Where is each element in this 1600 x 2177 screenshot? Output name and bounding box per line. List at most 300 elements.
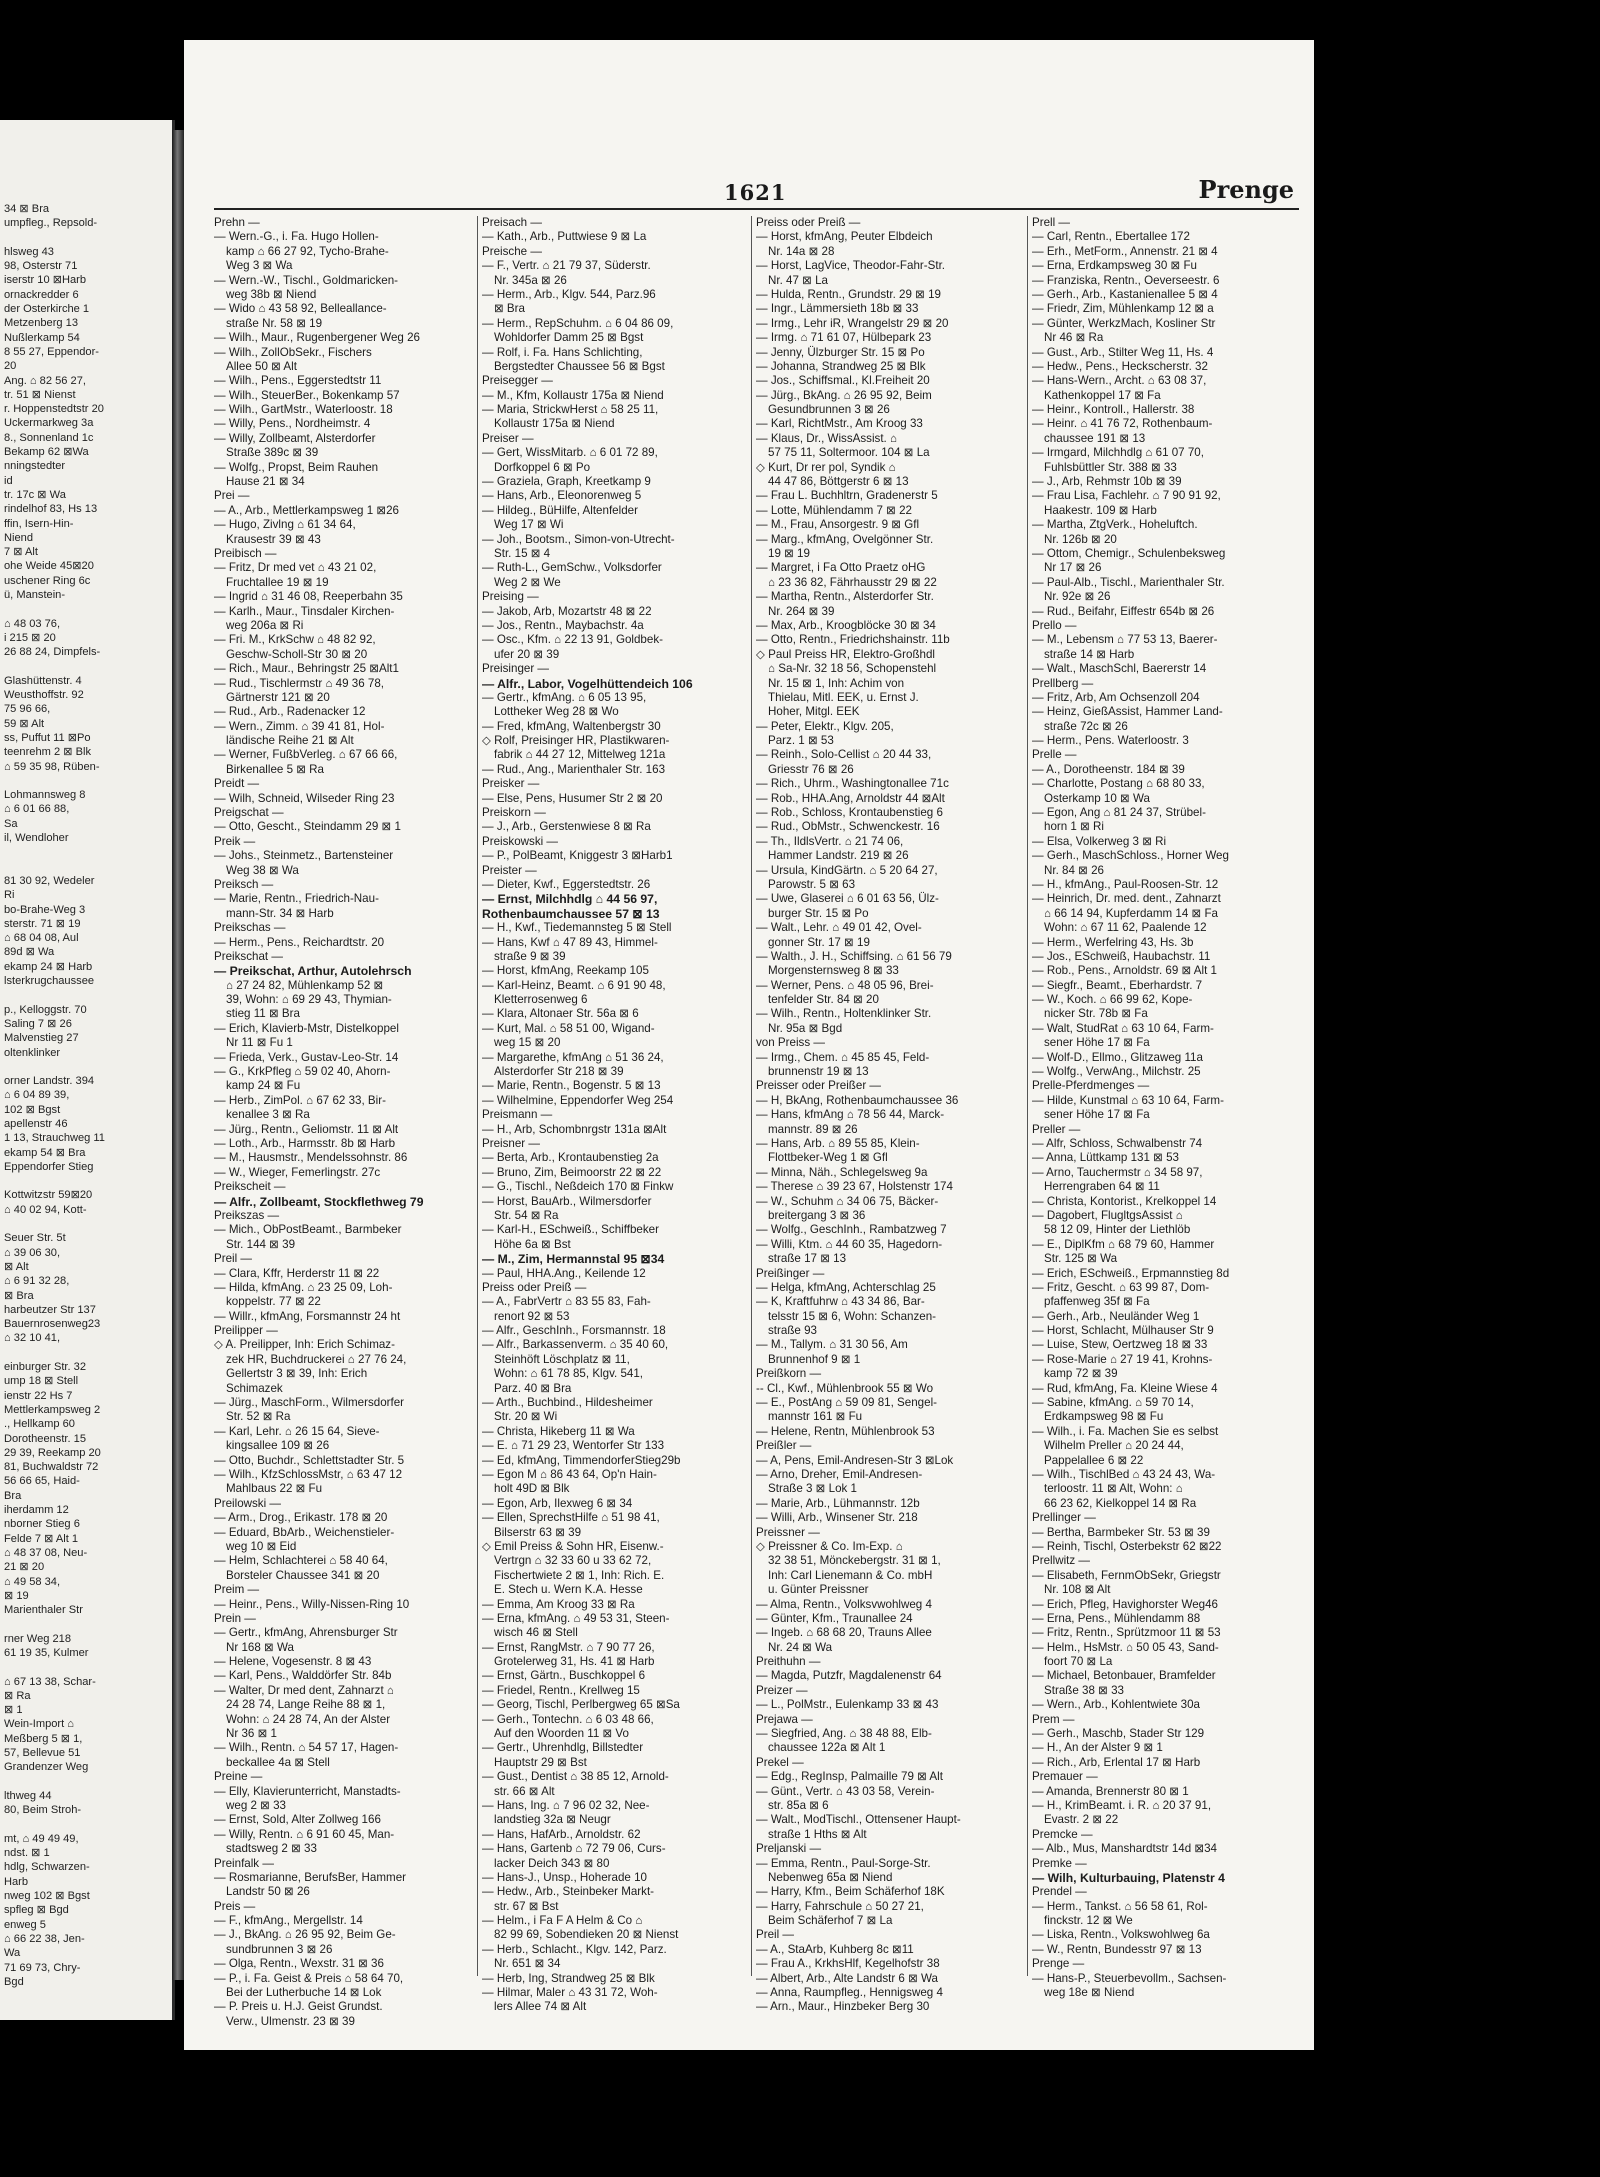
previous-page-line: 75 96 66,: [4, 703, 51, 716]
directory-entry: — Herm., Tankst. ⌂ 56 58 61, Rol-: [1032, 1899, 1208, 1913]
column-divider: [477, 216, 478, 1976]
directory-entry: — Horst, Schlacht, Mülhauser Str 9: [1032, 1324, 1214, 1338]
directory-entry: — Alfr., Barkassenverm. ⌂ 35 40 60,: [482, 1338, 669, 1352]
previous-page-line: [4, 845, 172, 859]
directory-entry: — Erna, kfmAng. ⌂ 49 53 31, Steen-: [482, 1611, 670, 1625]
previous-page-line: 8., Sonnenland 1c: [4, 431, 94, 444]
directory-entry: — G., KrkPfleg ⌂ 59 02 40, Ahorn-: [214, 1065, 391, 1079]
directory-entry: — Anna, Lüttkamp 131 ⊠ 53: [1032, 1151, 1179, 1165]
directory-entry: — Frieda, Verk., Gustav-Leo-Str. 14: [214, 1050, 399, 1064]
directory-entry: — Walth., J. H., Schiffsing. ⌂ 61 56 79: [756, 949, 952, 963]
directory-entry: Wohn: ⌂ 61 78 85, Klgv. 541,: [494, 1367, 644, 1381]
directory-entry: — Eduard, BbArb., Weichenstieler-: [214, 1525, 395, 1539]
directory-entry: — Horst, kfmAng, Reekamp 105: [482, 964, 649, 978]
previous-page-line: ⌂ 68 04 08, Aul: [4, 932, 79, 945]
directory-entry: — Wilh., Pens., Eggerstedtstr 11: [214, 374, 382, 388]
running-head: Prenge: [1198, 175, 1294, 204]
previous-page-line: hlsweg 43: [4, 245, 54, 258]
directory-entry: ufer 20 ⊠ 39: [494, 647, 560, 661]
directory-entry: — H., An der Alster 9 ⊠ 1: [1032, 1741, 1163, 1755]
directory-entry: — E., PostAng ⌂ 59 09 81, Sengel-: [756, 1396, 938, 1410]
directory-entry: — Ernst, Milchhdlg ⌂ 44 56 97,: [482, 892, 658, 907]
directory-entry: — Gert, WissMitarb. ⌂ 6 01 72 89,: [482, 446, 658, 460]
directory-entry: — Hildeg., BüHilfe, Altenfelder: [482, 503, 638, 517]
directory-entry: — Ingeb. ⌂ 68 68 20, Trauns Allee: [756, 1626, 932, 1640]
surname-heading: Preizer —: [756, 1683, 808, 1697]
directory-entry: Weg 17 ⊠ Wi: [494, 518, 564, 532]
previous-page-line: 29 39, Reekamp 20: [4, 1446, 101, 1459]
previous-page-line: [4, 602, 172, 616]
directory-entry: — P., PolBeamt, Kniggestr 3 ⊠Harb1: [482, 849, 673, 863]
directory-entry: — Karlh., Maur., Tinsdaler Kirchen-: [214, 604, 395, 618]
directory-entry: — J., Arb., Gerstenwiese 8 ⊠ Ra: [482, 820, 651, 834]
previous-page-line: tr. 51 ⊠ Nienst: [4, 388, 76, 401]
directory-entry: — Rosmarianne, BerufsBer, Hammer: [214, 1870, 407, 1884]
directory-entry: — M., Hausmstr., Mendelssohnstr. 86: [214, 1151, 408, 1165]
previous-page-line: ⊠ Bra: [4, 1289, 34, 1302]
directory-entry: sener Höhe 17 ⊠ Fa: [1044, 1108, 1150, 1122]
directory-entry: Hammer Landstr. 219 ⊠ 26: [768, 849, 909, 863]
surname-heading: Preisegger —: [482, 374, 553, 388]
previous-page-line: Seuer Str. 5t: [4, 1232, 66, 1245]
directory-entry: — Willy, Zollbeamt, Alsterdorfer: [214, 431, 376, 445]
directory-entry: — Fritz, Arb, Am Ochsenzoll 204: [1032, 690, 1200, 704]
directory-entry: — Christa, Hikeberg 11 ⊠ Wa: [482, 1424, 635, 1438]
directory-entry: Weg 3 ⊠ Wa: [226, 259, 293, 273]
directory-entry: — J., BkAng. ⌂ 26 95 92, Beim Ge-: [214, 1928, 396, 1942]
directory-entry: ◇ Kurt, Dr rer pol, Syndik ⌂: [756, 460, 896, 474]
previous-page-line: [4, 1617, 172, 1631]
directory-entry: straße 17 ⊠ 13: [768, 1252, 847, 1266]
directory-entry: — Hans, Gartenb ⌂ 72 79 06, Curs-: [482, 1842, 666, 1856]
directory-entry: renort 92 ⊠ 53: [494, 1309, 570, 1323]
surname-heading: Preim —: [214, 1583, 260, 1597]
previous-page-line: 98, Osterstr 71: [4, 260, 78, 273]
surname-heading: Preljanski —: [756, 1842, 822, 1856]
directory-entry: — P., i. Fa. Geist & Preis ⌂ 58 64 70,: [214, 1971, 404, 1985]
directory-entry: Fruchtallee 19 ⊠ 19: [226, 575, 329, 589]
previous-page-line: umpfleg., Repsold-: [4, 217, 98, 230]
directory-entry: — Wilh., Rentn. ⌂ 54 57 17, Hagen-: [214, 1741, 399, 1755]
directory-entry: Verw., Ulmenstr. 23 ⊠ 39: [226, 2014, 355, 2028]
surname-heading: Preithuhn —: [756, 1655, 821, 1669]
previous-page-line: hdlg, Schwarzen-: [4, 1861, 90, 1874]
previous-page-line: nningstedter: [4, 460, 66, 473]
directory-entry: kamp 72 ⊠ 39: [1044, 1367, 1118, 1381]
directory-entry: -- Cl., Kwf., Mühlenbrook 55 ⊠ Wo: [756, 1381, 934, 1395]
directory-entry: — Emma, Rentn., Paul-Sorge-Str.: [756, 1856, 931, 1870]
directory-entry: chaussee 122a ⊠ Alt 1: [768, 1741, 886, 1755]
previous-page-line: Dorotheenstr. 15: [4, 1432, 87, 1445]
directory-entry: Landstr 50 ⊠ 26: [226, 1885, 310, 1899]
directory-entry: — Alb., Mus, Manshardtstr 14d ⊠34: [1032, 1842, 1217, 1856]
directory-entry: Wohn: ⌂ 24 28 74, An der Alster: [226, 1712, 391, 1726]
directory-entry: — Maria, StrickwHerst ⌂ 58 25 11,: [482, 403, 659, 417]
previous-page-line: 81, Buchwaldstr 72: [4, 1461, 99, 1474]
directory-entry: lers Allee 74 ⊠ Alt: [494, 2000, 587, 2014]
directory-entry: Schimazek: [226, 1381, 283, 1395]
directory-entry: — Edg., RegInsp, Palmaille 79 ⊠ Alt: [756, 1770, 943, 1784]
directory-entry: E. Stech u. Wern K.A. Hesse: [494, 1583, 643, 1597]
surname-heading: Preinfalk —: [214, 1856, 274, 1870]
directory-entry: — Herb., ZimPol. ⌂ 67 62 33, Bir-: [214, 1093, 386, 1107]
previous-page-line: Nußlerkamp 54: [4, 331, 80, 344]
surname-heading: Preiss oder Preiß —: [482, 1280, 587, 1294]
directory-entry: — Wido ⌂ 43 58 92, Belleallance-: [214, 302, 387, 316]
directory-entry: — W., Koch. ⌂ 66 99 62, Kope-: [1032, 993, 1193, 1007]
previous-page-line: Niend: [4, 531, 33, 544]
directory-entry: — Irmg., Lehr iR, Wrangelstr 29 ⊠ 20: [756, 316, 949, 330]
directory-entry: — Sabine, kfmAng. ⌂ 59 70 14,: [1032, 1396, 1194, 1410]
directory-entry: — Olga, Rentn., Wexstr. 31 ⊠ 36: [214, 1957, 384, 1971]
directory-entry: — Karl, Pens., Walddörfer Str. 84b: [214, 1669, 392, 1683]
surname-heading: Preiskowski —: [482, 834, 559, 848]
previous-page-line: ndst. ⊠ 1: [4, 1847, 50, 1860]
previous-page-line: ⌂ 39 06 30,: [4, 1246, 61, 1259]
directory-entry: ländische Reihe 21 ⊠ Alt: [226, 734, 354, 748]
surname-heading: Premcke —: [1032, 1827, 1093, 1841]
directory-entry: — Gertr., kfmAng, Ahrensburger Str: [214, 1626, 398, 1640]
previous-page-line: ⌂ 67 13 38, Schar-: [4, 1675, 96, 1688]
directory-entry: weg 10 ⊠ Eid: [226, 1539, 297, 1553]
directory-entry: 39, Wohn: ⌂ 69 29 43, Thymian-: [226, 993, 392, 1007]
directory-entry: — Clara, Kffr, Herderstr 11 ⊠ 22: [214, 1266, 380, 1280]
directory-entry: — Wolfg., VerwAng., Milchstr. 25: [1032, 1065, 1201, 1079]
directory-entry: chaussee 191 ⊠ 13: [1044, 431, 1146, 445]
directory-entry: — M., Tallym. ⌂ 31 30 56, Am: [756, 1338, 908, 1352]
directory-entry: — Rich., Uhrm., Washingtonallee 71c: [756, 777, 949, 791]
directory-entry: straße 1 Hths ⊠ Alt: [768, 1827, 867, 1841]
directory-entry: — Wern., Zimm. ⌂ 39 41 81, Hol-: [214, 719, 385, 733]
previous-page-line: Meßberg 5 ⊠ 1,: [4, 1732, 83, 1745]
directory-entry: — Karl, Lehr. ⌂ 26 15 64, Sieve-: [214, 1424, 380, 1438]
directory-entry: — L., PolMstr., Eulenkamp 33 ⊠ 43: [756, 1698, 939, 1712]
directory-entry: — Magda, Putzfr, Magdalenenstr 64: [756, 1669, 942, 1683]
directory-entry: Str. 52 ⊠ Ra: [226, 1410, 291, 1424]
directory-entry: 66 23 62, Kielkoppel 14 ⊠ Ra: [1044, 1496, 1197, 1510]
previous-page-line: der Osterkirche 1: [4, 303, 90, 316]
directory-entry: — Helm., i Fa F A Helm & Co ⌂: [482, 1914, 643, 1928]
surname-heading: Prellwitz —: [1032, 1554, 1090, 1568]
directory-entry: — Herm., Pens., Reichardtstr. 20: [214, 935, 385, 949]
previous-page-line: Felde 7 ⊠ Alt 1: [4, 1532, 79, 1545]
previous-page-line: 34 ⊠ Bra: [4, 203, 50, 215]
directory-entry: Allee 50 ⊠ Alt: [226, 359, 297, 373]
directory-entry: mann-Str. 34 ⊠ Harb: [226, 906, 334, 920]
previous-page-line: Wa: [4, 1947, 21, 1960]
directory-entry: — Preikschat, Arthur, Autolehrsch: [214, 964, 412, 979]
surname-heading: Preisner —: [482, 1137, 540, 1150]
directory-entry: Griesstr 76 ⊠ 26: [768, 762, 854, 776]
directory-entry: — Bruno, Zim, Beimoorstr 22 ⊠ 22: [482, 1165, 662, 1179]
previous-page-line: r. Hoppenstedtstr 20: [4, 403, 104, 416]
directory-entry: weg 206a ⊠ Ri: [226, 618, 304, 632]
previous-page-line: Bgd: [4, 1975, 24, 1988]
surname-heading: Preising —: [482, 590, 539, 604]
directory-entry: — Alfr., GeschInh., Forsmannstr. 18: [482, 1324, 666, 1338]
directory-entry: — W., Rentn, Bundesstr 97 ⊠ 13: [1032, 1942, 1202, 1956]
previous-page-line: Grandenzer Weg: [4, 1761, 89, 1774]
surname-heading: Preiksch —: [214, 877, 274, 891]
directory-entry: — Karl, RichtMstr., Am Kroog 33: [756, 417, 923, 431]
directory-entry: Flottbeker-Weg 1 ⊠ Gfl: [768, 1151, 888, 1165]
directory-entry: Lottheker Weg 28 ⊠ Wo: [494, 705, 619, 719]
directory-entry: — M., Kfm, Kollaustr 175a ⊠ Niend: [482, 388, 664, 402]
directory-entry: — Amanda, Brennerstr 80 ⊠ 1: [1032, 1784, 1189, 1798]
directory-entry: — Dieter, Kwf., Eggerstedtstr. 26: [482, 877, 651, 891]
directory-entry: Fischertwiete 2 ⊠ 1, Inh: Rich. E.: [494, 1568, 665, 1582]
directory-entry: Nr. 126b ⊠ 20: [1044, 532, 1117, 546]
previous-page-line: ⌂ 66 22 38, Jen-: [4, 1932, 85, 1945]
directory-entry: Nr 11 ⊠ Fu 1: [226, 1036, 293, 1050]
directory-entry: — Hans, Arb. ⌂ 89 55 85, Klein-: [756, 1137, 920, 1150]
directory-entry: foort 70 ⊠ La: [1044, 1655, 1113, 1669]
directory-entry: — Werner, FußbVerleg. ⌂ 67 66 66,: [214, 748, 398, 762]
directory-entry: gonner Str. 17 ⊠ 19: [768, 935, 870, 949]
page-number: 1621: [724, 180, 787, 205]
directory-entry: ◇ Rolf, Preisinger HR, Plastikwaren-: [482, 734, 670, 748]
directory-entry: Straße 38 ⊠ 33: [1044, 1683, 1124, 1697]
previous-page-line: ⊠ 19: [4, 1589, 29, 1602]
directory-entry: telsstr 15 ⊠ 6, Wohn: Schanzen-: [768, 1309, 937, 1323]
previous-page-line: lsterkrugchaussee: [4, 975, 95, 988]
directory-entry: horn 1 ⊠ Ri: [1044, 820, 1104, 834]
directory-entry: 24 28 74, Lange Reihe 88 ⊠ 1,: [226, 1698, 386, 1712]
surname-heading: Preisach —: [482, 216, 542, 229]
directory-entry: burger Str. 15 ⊠ Po: [768, 906, 869, 920]
directory-entry: — Uwe, Glaserei ⌂ 6 01 63 56, Ülz-: [756, 892, 939, 906]
directory-entry: — Hedw., Pens., Heckscherstr. 32: [1032, 359, 1208, 373]
previous-page-line: iherdamm 12: [4, 1504, 69, 1517]
previous-page-line: [4, 1060, 172, 1074]
previous-page-line: [4, 1174, 172, 1188]
previous-page-line: 61 19 35, Kulmer: [4, 1646, 89, 1659]
directory-entry: Nr 36 ⊠ 1: [226, 1727, 277, 1741]
directory-entry: — Luise, Stew, Oertzweg 18 ⊠ 33: [1032, 1338, 1208, 1352]
previous-page-line: ., Hellkamp 60: [4, 1418, 75, 1431]
directory-entry: — Herm., Werfelring 43, Hs. 3b: [1032, 935, 1194, 949]
previous-page-line: 20: [4, 360, 17, 373]
directory-entry: — Mich., ObPostBeamt., Barmbeker: [214, 1223, 402, 1237]
directory-entry: — Jakob, Arb, Mozartstr 48 ⊠ 22: [482, 604, 652, 618]
directory-entry: weg 38b ⊠ Niend: [226, 287, 317, 301]
surname-heading: Premauer —: [1032, 1770, 1098, 1784]
directory-entry: — Herm., Arb., Klgv. 544, Parz.96: [482, 287, 656, 301]
previous-page-line: oltenklinker: [4, 1046, 61, 1059]
previous-page-line: Lohmannsweg 8: [4, 789, 86, 802]
previous-page-line: bo-Brahe-Weg 3: [4, 903, 86, 916]
directory-entry: — Helene, Rentn, Mühlenbrook 53: [756, 1424, 935, 1438]
directory-entry: — M., Lebensm ⌂ 77 53 13, Baerer-: [1032, 633, 1218, 647]
directory-entry: — Günt., Vertr. ⌂ 43 03 58, Verein-: [756, 1784, 935, 1798]
directory-entry: Nr. 47 ⊠ La: [768, 273, 828, 287]
directory-entry: Herrengraben 64 ⊠ 11: [1044, 1180, 1160, 1194]
previous-page-line: Metzenberg 13: [4, 317, 79, 330]
directory-entry: — Horst, kfmAng, Peuter Elbdeich: [756, 230, 933, 244]
directory-entry: — Johs., Steinmetz., Bartensteiner: [214, 849, 394, 863]
directory-entry: — Heinr. ⌂ 41 76 72, Rothenbaum-: [1032, 417, 1213, 431]
directory-entry: — Anna, Raumpfleg., Hennigsweg 4: [756, 1986, 943, 2000]
directory-entry: — Minna, Näh., Schlegelsweg 9a: [756, 1165, 928, 1179]
directory-entry: — Wilh., SteuerBer., Bokenkamp 57: [214, 388, 400, 402]
previous-page-line: [4, 1775, 172, 1789]
previous-page-line: ienstr 22 Hs 7: [4, 1389, 73, 1402]
directory-entry: — Carl, Rentn., Ebertallee 172: [1032, 230, 1190, 244]
directory-entry: — Rich., Maur., Behringstr 25 ⊠Alt1: [214, 662, 399, 676]
directory-entry: — Fritz, Gescht. ⌂ 63 99 87, Dom-: [1032, 1280, 1210, 1294]
directory-entry: — Ed, kfmAng, TimmendorferStieg29b: [482, 1453, 681, 1467]
directory-entry: — Alfr, Schloss, Schwalbenstr 74: [1032, 1137, 1203, 1150]
directory-entry: — E. ⌂ 71 29 23, Wentorfer Str 133: [482, 1439, 665, 1453]
directory-entry: breitergang 3 ⊠ 36: [768, 1208, 866, 1222]
directory-entry: zek HR, Buchdruckerei ⌂ 27 76 24,: [226, 1352, 407, 1366]
directory-entry: — Hans, HafArb., Arnoldstr. 62: [482, 1827, 641, 1841]
directory-entry: — Hedw., Arb., Steinbeker Markt-: [482, 1885, 655, 1899]
previous-page-column: [4, 202, 172, 1989]
directory-entry: — Frau Lisa, Fachlehr. ⌂ 7 90 91 92,: [1032, 489, 1221, 503]
directory-entry: — Irmg., Chem. ⌂ 45 85 45, Feld-: [756, 1050, 930, 1064]
directory-entry: — Alma, Rentn., Volksvwohlweg 4: [756, 1597, 932, 1611]
directory-entry: — Hans, Ing. ⌂ 7 96 02 32, Nee-: [482, 1798, 650, 1812]
directory-entry: finckstr. 12 ⊠ We: [1044, 1914, 1133, 1928]
directory-entry: — Gerh., Arb., Neuländer Weg 1: [1032, 1309, 1200, 1323]
previous-page-line: ⊠ Alt: [4, 1260, 29, 1273]
directory-entry: ⌂ 66 14 94, Kupferdamm 14 ⊠ Fa: [1044, 906, 1218, 920]
previous-page-line: 81 30 92, Wedeler: [4, 874, 95, 887]
directory-entry: — Rud., Beifahr, Eiffestr 654b ⊠ 26: [1032, 604, 1215, 618]
directory-entry: Vertrgn ⌂ 32 33 60 u 33 62 72,: [494, 1554, 652, 1568]
directory-entry: — A., Arb., Mettlerkampsweg 1 ⊠26: [214, 503, 399, 517]
directory-entry: Wohn: ⌂ 67 11 62, Paalende 12: [1044, 921, 1207, 935]
directory-entry: mannstr 161 ⊠ Fu: [768, 1410, 863, 1424]
directory-entry: 44 47 86, Böttgerstr 6 ⊠ 13: [768, 475, 909, 489]
previous-page-line: ⌂ 6 91 32 28,: [4, 1275, 70, 1288]
directory-entry: — Otto, Rentn., Friedrichshainstr. 11b: [756, 633, 950, 647]
surname-heading: Preller —: [1032, 1122, 1081, 1136]
previous-page-line: 1 13, Strauchweg 11: [4, 1132, 105, 1145]
directory-entry: — Werner, Pens. ⌂ 48 05 96, Brei-: [756, 978, 934, 992]
directory-entry: 32 38 51, Mönckebergstr. 31 ⊠ 1,: [768, 1554, 941, 1568]
previous-page-line: 59 ⊠ Alt: [4, 717, 45, 730]
directory-entry: weg 18e ⊠ Niend: [1044, 1986, 1135, 2000]
directory-entry: straße 9 ⊠ 39: [494, 949, 566, 963]
directory-entry: — Irmgard, Milchhdlg ⌂ 61 07 70,: [1032, 446, 1204, 460]
directory-entry: — Wern., Arb., Kohlentwiete 30a: [1032, 1698, 1200, 1712]
directory-entry: 57 75 11, Soltermoor. 104 ⊠ La: [768, 446, 930, 460]
directory-entry: — Siegfried, Ang. ⌂ 38 48 88, Elb-: [756, 1727, 932, 1741]
surname-heading: Preil —: [214, 1252, 253, 1266]
directory-entry: Nebenweg 65a ⊠ Niend: [768, 1870, 893, 1884]
directory-entry: — Rolf, i. Fa. Hans Schlichting,: [482, 345, 643, 359]
directory-entry: — Egon, Ang ⌂ 81 24 37, Strübel-: [1032, 806, 1206, 820]
directory-entry: — Rob., HHA.Ang, Arnoldstr 44 ⊠Alt: [756, 791, 945, 805]
directory-entry: — Heinz, GießAssist, Hammer Land-: [1032, 705, 1223, 719]
directory-entry: — Frau A., KrkhsHlf, Kegelhofstr 38: [756, 1957, 940, 1971]
directory-entry: Dorfkoppel 6 ⊠ Po: [494, 460, 591, 474]
directory-entry: brunnenstr 19 ⊠ 13: [768, 1065, 869, 1079]
directory-entry: — Willy, Rentn. ⌂ 6 91 60 45, Man-: [214, 1827, 395, 1841]
previous-page-line: mt, ⌂ 49 49 49,: [4, 1832, 79, 1845]
surname-heading: Preiser —: [482, 431, 534, 445]
directory-entry: Nr 168 ⊠ Wa: [226, 1640, 294, 1654]
directory-entry: — Marie, Rentn., Bogenstr. 5 ⊠ 13: [482, 1079, 661, 1093]
directory-entry: — Kath., Arb., Puttwiese 9 ⊠ La: [482, 230, 647, 244]
directory-entry: — Max, Arb., Kroogblöcke 30 ⊠ 34: [756, 618, 936, 632]
previous-page-line: 71 69 73, Chry-: [4, 1961, 81, 1974]
directory-entry: ◇ A. Preilipper, Inh: Erich Schimaz-: [214, 1338, 395, 1352]
previous-page-line: Uckermarkweg 3a: [4, 417, 94, 430]
directory-entry: weg 15 ⊠ 20: [494, 1036, 561, 1050]
directory-entry: — F., kfmAng., Mergellstr. 14: [214, 1914, 363, 1928]
surname-heading: Prellinger —: [1032, 1511, 1096, 1525]
directory-entry: — Rud, kfmAng, Fa. Kleine Wiese 4: [1032, 1381, 1218, 1395]
directory-entry: — Frau L. Buchhltrn, Gradenerstr 5: [756, 489, 938, 503]
directory-entry: — Fritz, Rentn., Sprützmoor 11 ⊠ 53: [1032, 1626, 1221, 1640]
directory-entry: Nr. 92e ⊠ 26: [1044, 590, 1111, 604]
directory-entry: — A., Dorotheenstr. 184 ⊠ 39: [1032, 762, 1185, 776]
directory-entry: 58 12 09, Hinter der Liethlöb: [1044, 1223, 1191, 1237]
directory-entry: — Otto, Gescht., Steindamm 29 ⊠ 1: [214, 820, 401, 834]
previous-page-line: ⌂ 48 37 08, Neu-: [4, 1546, 88, 1559]
surname-heading: Preißinger —: [756, 1266, 825, 1280]
directory-entry: Gärtnerstr 121 ⊠ 20: [226, 690, 330, 704]
directory-entry: — Ursula, KindGärtn. ⌂ 5 20 64 27,: [756, 863, 938, 877]
directory-entry: — J., Arb, Rehmstr 10b ⊠ 39: [1032, 475, 1182, 489]
surname-heading: Preilipper —: [214, 1324, 278, 1338]
directory-entry: stadtsweg 2 ⊠ 33: [226, 1842, 317, 1856]
previous-page-line: Glashüttenstr. 4: [4, 674, 82, 687]
directory-entry: — Georg, Tischl, Perlbergweg 65 ⊠Sa: [482, 1698, 680, 1712]
directory-entry: Str. 144 ⊠ 39: [226, 1237, 296, 1251]
directory-entry: — Wilh., Rentn., Holtenklinker Str.: [756, 1007, 932, 1021]
directory-entry: — Alfr., Zollbeamt, Stockflethweg 79: [214, 1194, 424, 1209]
directory-entry: Straße 3 ⊠ Lok 1: [768, 1482, 857, 1496]
directory-entry: — Joh., Bootsm., Simon-von-Utrecht-: [482, 532, 675, 546]
directory-entry: Weg 2 ⊠ We: [494, 575, 561, 589]
directory-entry: Morgensternsweg 8 ⊠ 33: [768, 964, 899, 978]
previous-page-line: ohe Weide 45⊠20: [4, 560, 94, 573]
previous-page-line: [4, 660, 172, 674]
directory-entry: pfaffenweg 35f ⊠ Fa: [1044, 1295, 1150, 1309]
directory-entry: Kletterrosenweg 6: [494, 993, 588, 1007]
directory-entry: — Lotte, Mühlendamm 7 ⊠ 22: [756, 503, 913, 517]
directory-entry: — Paul-Alb., Tischl., Marienthaler Str.: [1032, 575, 1225, 589]
directory-entry: beckallee 4a ⊠ Stell: [226, 1755, 330, 1769]
directory-entry: Grotelerweg 31, Hs. 41 ⊠ Harb: [494, 1655, 655, 1669]
directory-entry: Kathenkoppel 17 ⊠ Fa: [1044, 388, 1161, 402]
previous-page-line: ⌂ 40 02 94, Kott-: [4, 1203, 87, 1216]
directory-entry: — Hans, kfmAng ⌂ 78 56 44, Marck-: [756, 1108, 945, 1122]
directory-entry: — Jos., ESchweiß, Haubachstr. 11: [1032, 949, 1211, 963]
directory-entry: — Ottom, Chemigr., Schulenbeksweg: [1032, 546, 1226, 560]
previous-page-line: [4, 1217, 172, 1231]
directory-entry: — Egon M ⌂ 86 43 64, Op'n Hain-: [482, 1467, 657, 1481]
directory-entry: — Willr., kfmAng, Forsmannstr 24 ht: [214, 1309, 401, 1323]
directory-entry: Gellertstr 3 ⊠ 39, Inh: Erich: [226, 1367, 368, 1381]
directory-entry: — Hilmar, Maler ⌂ 43 31 72, Woh-: [482, 1986, 658, 2000]
directory-entry: straße 72c ⊠ 26: [1044, 719, 1128, 733]
directory-entry: lacker Deich 343 ⊠ 80: [494, 1856, 610, 1870]
directory-entry: Alsterdorfer Str 218 ⊠ 39: [494, 1065, 624, 1079]
surname-heading: Preisker —: [482, 777, 540, 791]
surname-heading: Prendel —: [1032, 1885, 1087, 1899]
directory-entry: — Loth., Arb., Harmsstr. 8b ⊠ Harb: [214, 1137, 396, 1150]
previous-page-line: 7 ⊠ Alt: [4, 546, 38, 559]
directory-entry: — Wilh., GartMstr., Waterloostr. 18: [214, 403, 393, 417]
previous-page-line: Marienthaler Str: [4, 1604, 83, 1617]
previous-page-line: ⌂ 48 03 76,: [4, 617, 61, 630]
directory-entry: — Gerh., MaschSchloss., Horner Weg: [1032, 849, 1229, 863]
